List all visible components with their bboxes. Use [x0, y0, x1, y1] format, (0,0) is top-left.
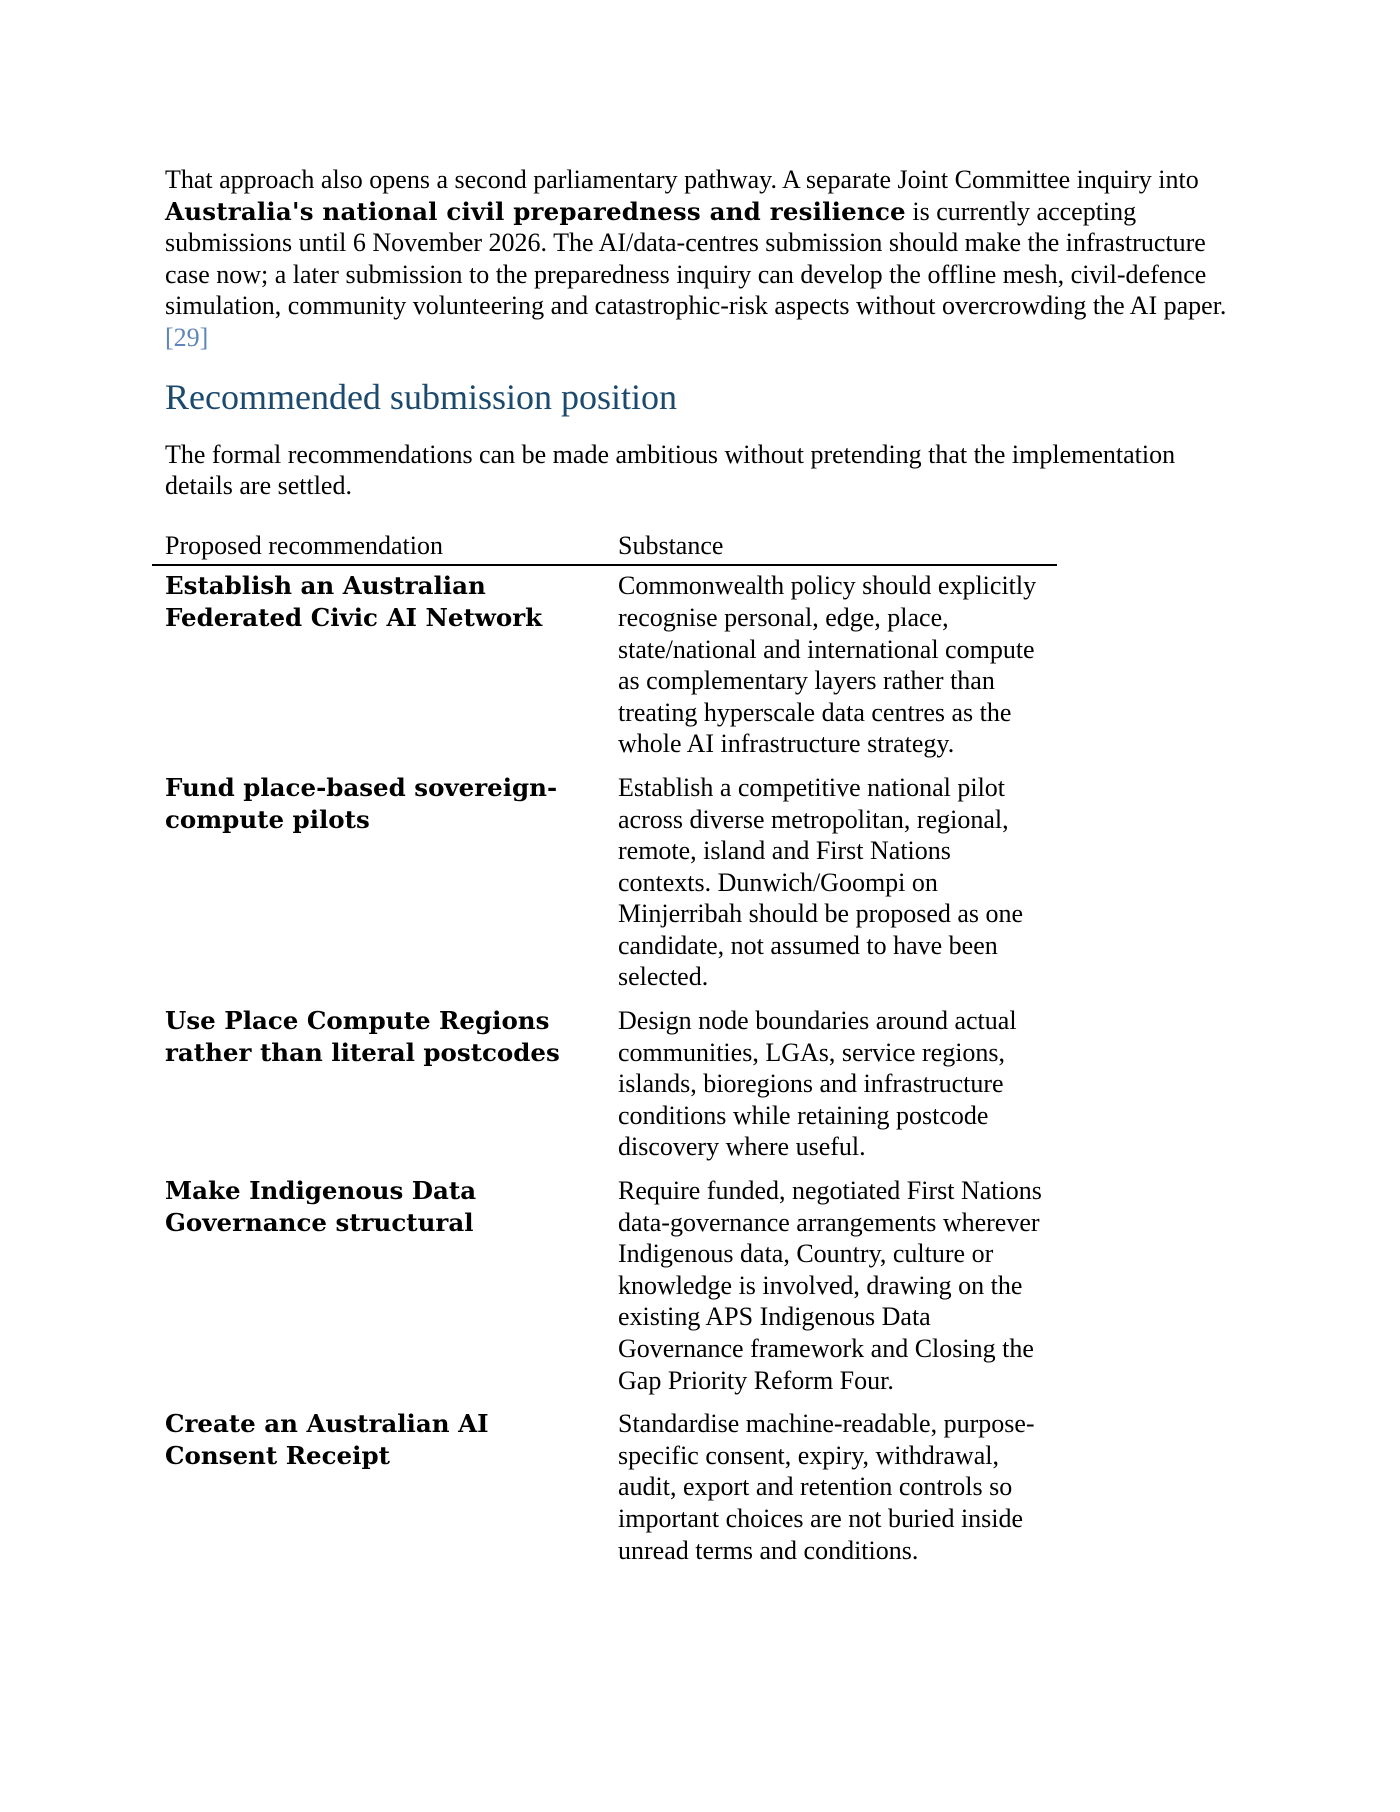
- paragraph-text-after: is currently accepting submissions until 6 November 2026. The AI/data-centres submission should make the infrastructure case now; a later submission to the preparedness inquiry can develop the offline mesh, civil-defence simulation, community volunteering and catastrophic-risk aspects without overcrowding the AI paper.: [165, 196, 1227, 321]
- table-row: [152, 1404, 1057, 1574]
- substance-cell: Design node boundaries around actual communities, LGAs, service regions, islands, bioregions and infrastructure conditions while retaining postcode discovery where useful.: [618, 1006, 1017, 1162]
- paragraph-text-before: That approach also opens a second parliamentary pathway. A separate Joint Committee inquiry into: [165, 165, 1199, 194]
- inquiry-title-emphasis: Australia's national civil preparedness and resilience: [165, 196, 906, 226]
- section-heading: Recommended submission position: [165, 376, 677, 417]
- recommendation-cell: Fund place-based sovereign-compute pilots: [165, 772, 558, 834]
- table-row: [152, 768, 1057, 1001]
- document-page: [165, 164, 1240, 1574]
- citation-link[interactable]: [29]: [165, 322, 209, 352]
- table-row: [152, 1171, 1057, 1404]
- table-row: [152, 565, 1057, 768]
- substance-cell: Require funded, negotiated First Nations data-governance arrangements wherever Indigenous data, Country, culture or knowledge is involved, drawing on the existing APS Indigenous Data Governance framework and Closing the Gap Priority Reform Four.: [618, 1176, 1042, 1395]
- recommendation-cell: Use Place Compute Regions rather than literal postcodes: [165, 1006, 560, 1068]
- substance-cell: Standardise machine-readable, purpose-specific consent, expiry, withdrawal, audit, export and retention controls so important choices are not buried inside unread terms and conditions.: [618, 1409, 1035, 1565]
- section-intro: The formal recommendations can be made ambitious without pretending that the implementation details are settled.: [165, 439, 1176, 501]
- substance-cell: Establish a competitive national pilot across diverse metropolitan, regional, remote, island and First Nations contexts. Dunwich/Goompi on Minjerribah should be proposed as one candidate, not assumed to have been selected.: [618, 772, 1024, 992]
- intro-paragraph: [165, 164, 1240, 354]
- column-header-recommendation: Proposed recommendation: [152, 530, 605, 566]
- recommendation-cell: Make Indigenous Data Governance structural: [165, 1176, 477, 1238]
- table-row: [152, 1001, 1057, 1171]
- table-header-row: [152, 530, 1057, 566]
- recommendation-cell: Create an Australian AI Consent Receipt: [165, 1409, 489, 1471]
- substance-cell: Commonwealth policy should explicitly recognise personal, edge, place, state/national and international compute as complementary layers rather than treating hyperscale data centres as the whole AI infrastructure strategy.: [618, 571, 1037, 759]
- recommendations-table: [152, 530, 1057, 1574]
- column-header-substance: Substance: [605, 530, 1057, 566]
- recommendation-cell: Establish an Australian Federated Civic AI Network: [165, 571, 543, 633]
